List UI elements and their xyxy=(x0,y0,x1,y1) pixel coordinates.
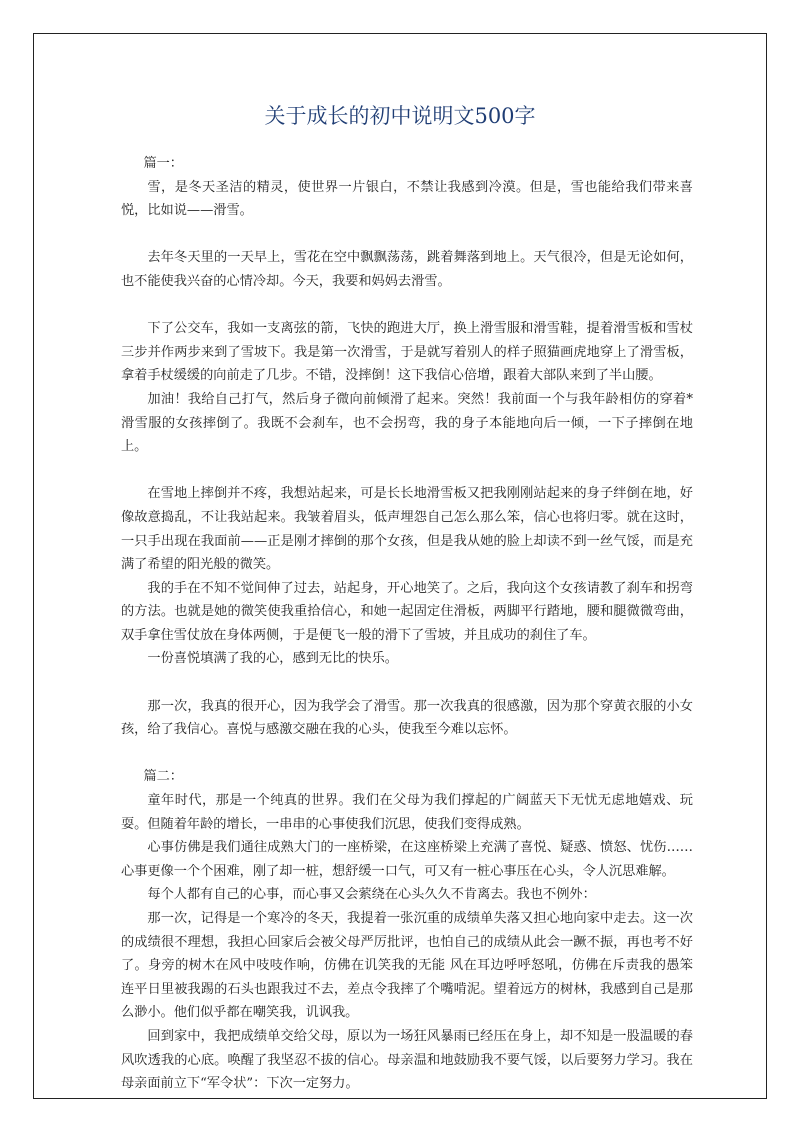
paragraph: 雪，是冬天圣洁的精灵，使世界一片银白，不禁让我感到冷漠。但是，雪也能给我们带来喜悦，比如说——滑雪。 xyxy=(121,179,693,219)
paragraph: 一份喜悦填满了我的心，感到无比的快乐。 xyxy=(147,651,398,667)
paragraph: 每个人都有自己的心事，而心事又会萦绕在心头久久不肯离去。我也不例外： xyxy=(147,887,596,903)
paragraph: 那一次，记得是一个寒冷的冬天，我提着一张沉重的成绩单失落又担心地向家中走去。这一次的成绩很不理想，我担心回家后会被父母严厉批评，也怕自己的成绩从此会一蹶不振，再也考不好了。身旁的树木在风中吱吱作响，仿佛在讥笑我的无能 风在耳边呼呼怒吼，仿佛在斥责我的愚笨 连平日里被我踢的石头也跟我过不去，差点令我摔了个嘴啃泥。望着远方的树林，我感到自己是那么渺小。他们似乎都在嘲笑我，讥讽我。 xyxy=(121,911,693,1021)
paragraph: 加油！我给自己打气，然后身子微向前倾滑了起来。突然！我前面一个与我年龄相仿的穿着*滑雪服的女孩摔倒了。我既不会刹车，也不会拐弯，我的身子本能地向后一倾，一下子摔倒在地上。 xyxy=(121,391,693,455)
paragraph: 心事仿佛是我们通往成熟大门的一座桥梁，在这座桥梁上充满了喜悦、疑惑、愤怒、忧伤……心事更像一个个困难，刚了却一桩，想舒缓一口气，可又有一桩心事压在心头，令人沉思难解。 xyxy=(121,840,693,879)
paragraph: 回到家中，我把成绩单交给父母，原以为一场狂风暴雨已经压在身上，却不知是一股温暖的春风吹透我的心底。唤醒了我坚忍不拔的信心。母亲温和地鼓励我不要气馁，以后要努力学习。我在母亲面前立下“军令状”：下次一定努力。 xyxy=(121,1028,693,1092)
paragraph: 童年时代，那是一个纯真的世界。我们在父母为我们撑起的广阔蓝天下无忧无虑地嬉戏、玩耍。但随着年龄的增长，一串串的心事使我们沉思，使我们变得成熟。 xyxy=(121,793,693,832)
paragraph: 去年冬天里的一天早上，雪花在空中飘飘荡荡，跳着舞落到地上。天气很冷，但是无论如何，也不能使我兴奋的心情冷却。今天，我要和妈妈去滑雪。 xyxy=(121,250,693,289)
paragraph: 那一次，我真的很开心，因为我学会了滑雪。那一次我真的很感激，因为那个穿黄衣服的小女孩，给了我信心。喜悦与感激交融在我的心头，使我至今难以忘怀。 xyxy=(121,698,693,738)
document-body xyxy=(121,152,693,1096)
paragraph: 篇一： xyxy=(143,156,183,171)
paragraph: 篇二： xyxy=(143,769,183,785)
paragraph: 我的手在不知不觉间伸了过去，站起身，开心地笑了。之后，我向这个女孩请教了刹车和拐弯的方法。也就是她的微笑使我重拾信心，和她一起固定住滑板，两脚平行踏地，腰和腿微微弯曲，双手拿住雪仗放在身体两侧，于是便飞一般的滑下了雪坡，并且成功的刹住了车。 xyxy=(121,580,693,643)
document-title: 关于成长的初中说明文500字 xyxy=(264,104,536,128)
paragraph: 在雪地上摔倒并不疼，我想站起来，可是长长地滑雪板又把我刚刚站起来的身子绊倒在地，好像故意捣乱，不让我站起来。我皱着眉头，低声埋怨自己怎么那么笨，信心也将归零。就在这时，一只手出现在我面前——正是刚才摔倒的那个女孩，但是我从她的脸上却读不到一丝气馁，而是充满了希望的阳光般的微笑。 xyxy=(121,486,693,573)
paragraph: 下了公交车，我如一支离弦的箭，飞快的跑进大厅，换上滑雪服和滑雪鞋，提着滑雪板和雪杖三步并作两步来到了雪坡下。我是第一次滑雪，于是就写着别人的样子照猫画虎地穿上了滑雪板，拿着手杖缓缓的向前走了几步。不错，没摔倒！这下我信心倍增，跟着大部队来到了半山腰。 xyxy=(121,321,693,384)
